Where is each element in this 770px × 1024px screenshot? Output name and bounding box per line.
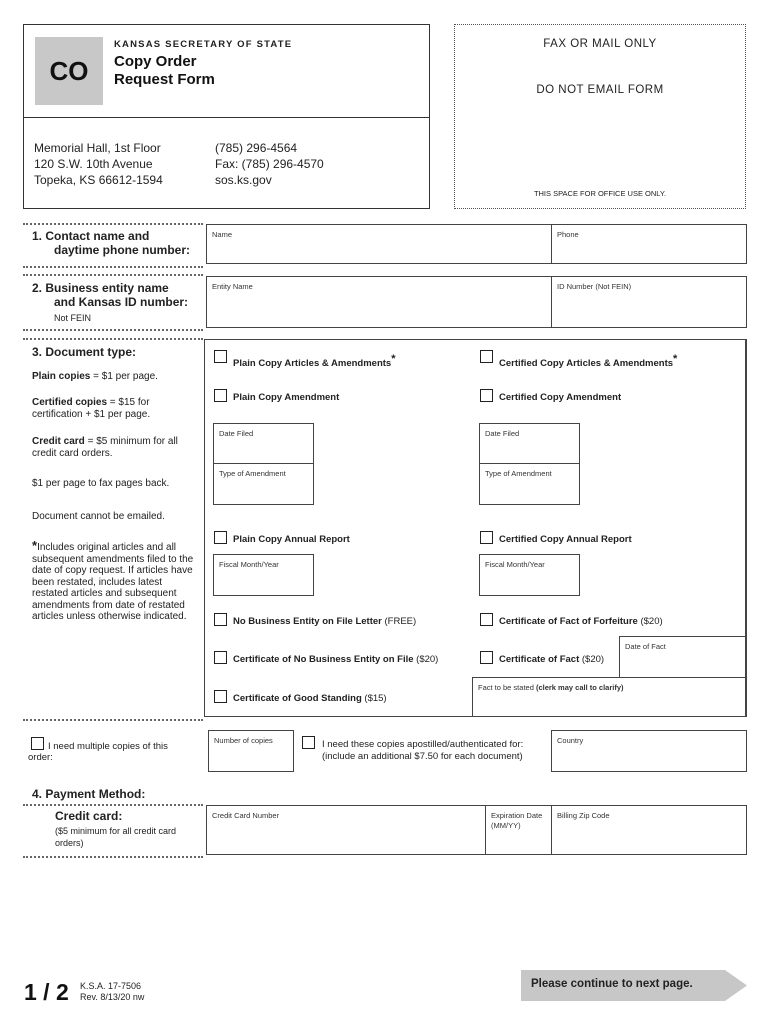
fiscal-label: Fiscal Month/Year [219,560,279,569]
certified-type-amendment-field[interactable] [479,463,580,505]
form-title-1: Copy Order [114,53,197,70]
number-of-copies-field[interactable] [208,730,294,772]
ksa-reference: K.S.A. 17-7506 [80,981,142,991]
plain-copies-text: = $1 per page. [90,371,158,382]
divider [23,719,203,721]
forfeiture-label: Certificate of Fact of Forfeiture ($20) [499,616,663,627]
phone-number: (785) 296-4564 [215,141,298,155]
certified-articles-checkbox[interactable] [480,350,493,363]
section1-title [32,229,190,257]
certified-copies-text: = $15 for certification + $1 per page. [32,397,151,420]
header-divider [24,117,429,118]
contact-phone-field[interactable] [551,224,747,264]
date-filed-label: Date Filed [485,429,520,438]
no-email-note: Document cannot be emailed. [32,511,165,522]
billing-zip-label: Billing Zip Code [557,811,610,820]
forfeiture-checkbox[interactable] [480,613,493,626]
address-block [34,140,163,188]
date-filed-label: Date Filed [219,429,254,438]
website[interactable]: sos.ks.gov [215,173,272,187]
address-line: Memorial Hall, 1st Floor [34,141,161,155]
no-entity-cert-checkbox[interactable] [214,651,227,664]
credit-card-note: ($5 minimum for all credit card orders) [55,826,177,848]
section2-title-line: and Kansas ID number: [54,295,189,309]
certified-amendment-label: Certified Copy Amendment [499,392,622,403]
plain-articles-checkbox[interactable] [214,350,227,363]
credit-card-text: = $5 minimum for all credit card orders. [32,436,178,459]
good-standing-checkbox[interactable] [214,690,227,703]
fact-stated-label: Fact to be stated (clerk may call to clarify) [478,683,624,692]
type-amendment-label: Type of Amendment [485,469,552,478]
no-entity-letter-checkbox[interactable] [214,613,227,626]
page-number: 1 / 2 [24,979,69,1005]
no-entity-letter-label: No Business Entity on File Letter (FREE) [233,616,417,627]
credit-card-number-label: Credit Card Number [212,811,280,820]
plain-annual-checkbox[interactable] [214,531,227,544]
divider [23,329,203,331]
apostille-line: (include an additional $7.50 for each document) [322,751,523,762]
address-line: 120 S.W. 10th Avenue [34,157,153,171]
divider [23,223,203,225]
fact-checkbox[interactable] [480,651,493,664]
expiration-field[interactable] [485,805,552,855]
certified-articles-label: Certified Copy Articles & Amendments* [499,353,678,370]
fax-mail-only: FAX OR MAIL ONLY [543,38,657,50]
certified-copies-label: Certified copies [32,397,108,408]
no-entity-cert-label: Certificate of No Business Entity on File ($20) [233,654,439,665]
credit-card-title: Credit card: [55,809,123,823]
divider [23,856,203,858]
not-fein-note: Not FEIN [54,313,92,323]
asterisk-note [32,540,200,623]
date-of-fact-field[interactable] [619,636,747,678]
office-use-box [454,24,746,209]
form-logo [35,37,103,105]
section3-title: 3. Document type: [32,345,137,359]
country-label: Country [557,736,584,745]
asterisk-mark: * [32,538,38,553]
continue-text: Please continue to next page. [531,978,693,990]
section2-title [32,281,188,309]
credit-card-label: Credit card [32,436,85,447]
plain-copies-price [32,371,202,383]
apostille-checkbox[interactable] [302,736,315,749]
do-not-email: DO NOT EMAIL FORM [536,84,664,96]
section1-title-line: 1. Contact name and [32,229,150,243]
continue-banner [521,970,747,1001]
divider [23,804,203,806]
plain-amendment-checkbox[interactable] [214,389,227,402]
credit-card-minimum [32,436,192,460]
logo-text: CO [49,55,89,86]
certified-annual-checkbox[interactable] [480,531,493,544]
divider [23,338,203,340]
plain-annual-label: Plain Copy Annual Report [233,534,350,545]
contact-block [215,140,324,188]
form-title-2: Request Form [114,71,215,88]
billing-zip-field[interactable] [551,805,747,855]
plain-articles-label: Plain Copy Articles & Amendments* [233,353,396,370]
type-amendment-label: Type of Amendment [219,469,286,478]
multiple-copies-label: I need multiple copies of this order: [28,741,168,763]
divider [23,266,203,268]
header-box [23,24,430,209]
id-number-label: ID Number (Not FEIN) [557,282,632,291]
certified-copies-price [32,397,182,421]
expiration-label: Expiration Date (MM/YY) [491,811,543,830]
document-type-box [204,339,747,717]
name-label: Name [212,230,233,239]
certified-fiscal-field[interactable] [479,554,580,596]
fiscal-label: Fiscal Month/Year [485,560,545,569]
entity-name-field[interactable] [206,276,552,328]
apostille-label [322,739,523,763]
country-field[interactable] [551,730,747,772]
statute-info [80,981,144,1003]
contact-name-field[interactable] [206,224,552,264]
plain-fiscal-field[interactable] [213,554,314,596]
certified-amendment-checkbox[interactable] [480,389,493,402]
certified-annual-label: Certified Copy Annual Report [499,534,632,545]
phone-label: Phone [557,230,579,239]
fax-number: Fax: (785) 296-4570 [215,157,324,171]
fact-stated-field[interactable] [472,677,747,717]
fact-label: Certificate of Fact ($20) [499,654,605,665]
address-line: Topeka, KS 66612-1594 [34,173,163,187]
credit-card-number-field[interactable] [206,805,486,855]
number-of-copies-label: Number of copies [214,736,273,745]
plain-copies-label: Plain copies [32,371,91,382]
apostille-line: I need these copies apostilled/authenticated for: [322,739,524,750]
fax-back-note: $1 per page to fax pages back. [32,478,170,489]
id-number-field[interactable] [551,276,747,328]
plain-type-amendment-field[interactable] [213,463,314,505]
section2-title-line: 2. Business entity name [32,281,169,295]
section1-title-line: daytime phone number: [54,243,191,257]
payment-title: 4. Payment Method: [32,787,146,801]
revision-date: Rev. 8/13/20 nw [80,992,145,1002]
office-use-note: THIS SPACE FOR OFFICE USE ONLY. [533,189,667,198]
entity-name-label: Entity Name [212,282,253,291]
asterisk-text: Includes original articles and all subsequent amendments filed to the date of copy request. If articles have been restated, includes latest restated articles and subsequent amendments from date of restated articles unless otherwise indicated. [32,542,194,622]
good-standing-label: Certificate of Good Standing ($15) [233,693,387,704]
agency-name: KANSAS SECRETARY OF STATE [114,39,293,50]
plain-amendment-label: Plain Copy Amendment [233,392,340,403]
date-of-fact-label: Date of Fact [625,642,666,651]
divider [23,274,203,276]
plain-date-filed-field[interactable] [213,423,314,464]
certified-date-filed-field[interactable] [479,423,580,464]
